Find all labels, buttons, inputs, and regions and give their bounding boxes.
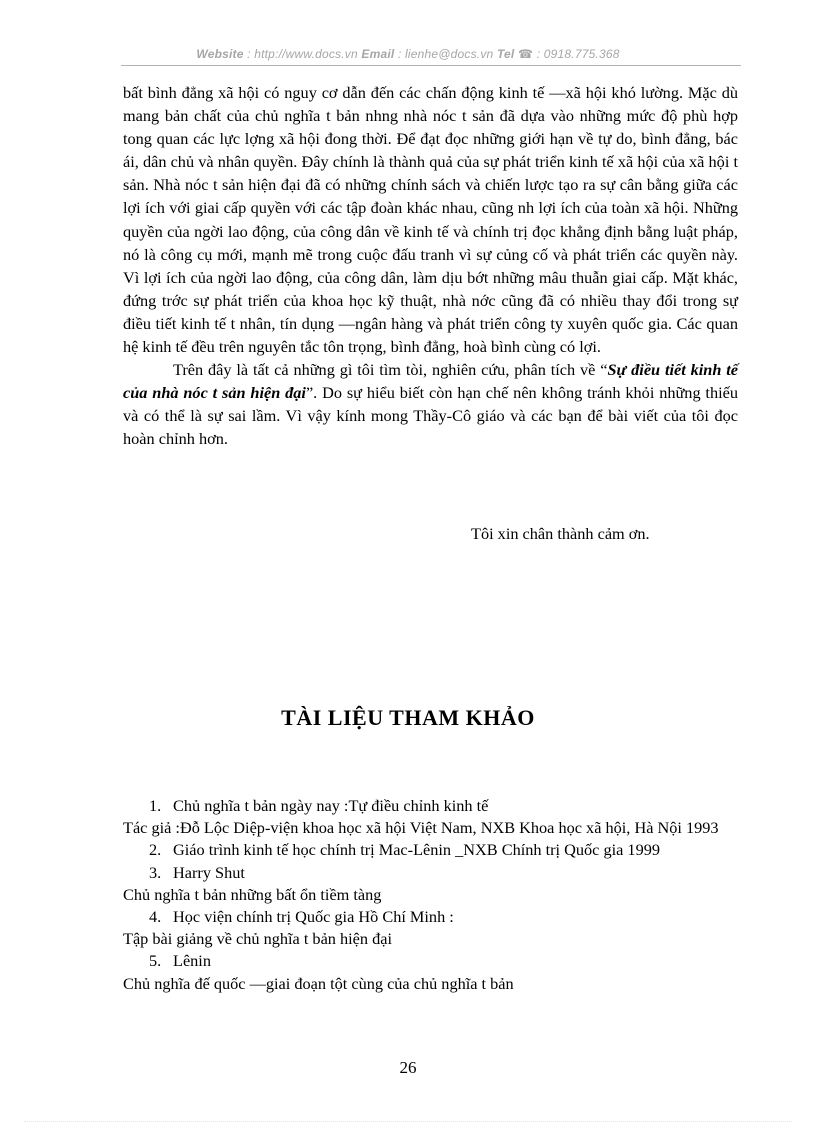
body-text — [123, 81, 738, 451]
paragraph-2-end: ”. Do sự hiểu biết còn hạn chế nên không tránh khỏi những thiếu và có thể là sự sai lầm. Vì vậy kính mong Thầy-Cô giáo và các bạn để bài viết của tôi đọc hoàn chỉnh hơn. — [123, 383, 738, 449]
reference-item-3 — [123, 862, 738, 884]
reference-detail: Tác giả :Đỗ Lộc Diệp-viện khoa học xã hội Việt Nam, NXB Khoa học xã hội, Hà Nội 1993 — [123, 818, 719, 838]
reference-text: Harry Shut — [173, 862, 245, 882]
email-label: Email — [361, 47, 395, 61]
reference-detail: Chủ nghĩa t bản những bất ổn tiềm tàng — [123, 884, 382, 904]
page-number: 26 — [399, 1058, 417, 1077]
body-paragraph-2 — [123, 358, 738, 450]
reference-item-5 — [123, 950, 738, 972]
reference-number: 1. — [149, 796, 162, 815]
page-header — [0, 47, 816, 61]
reference-text: Chủ nghĩa t bản ngày nay :Tự điều chỉnh kinh tế — [173, 796, 489, 815]
reference-item-1 — [123, 795, 738, 817]
website-label: Website — [196, 47, 244, 61]
reference-detail: Tập bài giảng về chủ nghĩa t bản hiện đại — [123, 929, 393, 949]
reference-number: 2. — [149, 840, 162, 860]
website-value[interactable]: : http://www.docs.vn — [247, 47, 358, 61]
reference-number: 5. — [149, 951, 162, 971]
reference-number: 4. — [149, 907, 162, 927]
references-list — [123, 795, 738, 995]
email-value[interactable]: : lienhe@docs.vn — [397, 47, 494, 61]
tel-value: : 0918.775.368 — [536, 47, 620, 61]
body-paragraph-1: bất bình đẳng xã hội có nguy cơ dẫn đến các chấn động kinh tế —xã hội khó lường. Mặc dù mang bản chất của chủ nghĩa t bản nhng nhà nóc t sản đã dựa vào những mức độ phù hợp tong quan các lực lợng xã hội đong thời. Để đạt đọc những giới hạn về tự do, bình đẳng, bác ái, dân chủ và nhân quyền. Đây chính là thành quả của sự phát triển kinh tế xã hội của xã hội t sản. Nhà nóc t sản hiện đại đã có những chính sách và chiến lược tạo ra sự cân bằng giữa các lợi ích với giai cấp quyền với các tập đoàn khác nhau, cũng nh lợi ích của toàn xã hội. Những quyền của ngời lao động, của công dân về kinh tế và chính trị đọc khẳng định bằng luật pháp, nó là công cụ mới, mạnh mẽ trong cuộc đấu tranh vì sự củng cố và phát triển các quyền này. Vì lợi ích của ngời lao động, của công dân, làm dịu bớt những mâu thuẫn giai cấp. Mặt khác, đứng trớc sự phát triển của khoa học kỹ thuật, nhà nớc cũng đã có nhiều thay đổi trong sự điều tiết kinh tế t nhân, tín dụng —ngân hàng và phát triển công ty xuyên quốc gia. Các quan hệ kinh tế đều trên nguyên tắc tôn trọng, bình đẳng, hoà bình cùng có lợi. — [123, 83, 738, 357]
reference-text: Học viện chính trị Quốc gia Hồ Chí Minh : — [173, 907, 454, 927]
reference-text: Lênin — [173, 951, 211, 971]
reference-number: 3. — [149, 862, 162, 882]
references-title: TÀI LIỆU THAM KHẢO — [281, 705, 535, 730]
reference-item-2 — [123, 839, 738, 861]
footer-divider — [24, 1121, 792, 1122]
header-divider — [121, 65, 741, 66]
closing-line: Tôi xin chân thành cảm ơn. — [471, 524, 650, 543]
reference-text: Giáo trình kinh tế học chính trị Mac-Lênin _NXB Chính trị Quốc gia 1999 — [173, 840, 660, 860]
reference-detail: Chủ nghĩa đế quốc —giai đoạn tột cùng của chủ nghĩa t bản — [123, 973, 514, 993]
tel-label: Tel — [496, 47, 515, 61]
phone-icon: ☎ — [518, 47, 534, 61]
paragraph-2-start: Trên đây là tất cả những gì tôi tìm tòi, nghiên cứu, phân tích về “ — [173, 360, 608, 380]
paragraph-2-emphasis: Sự điều tiết kinh tế của nhà nóc t sản hiện đại — [123, 360, 738, 403]
reference-item-4 — [123, 906, 738, 928]
